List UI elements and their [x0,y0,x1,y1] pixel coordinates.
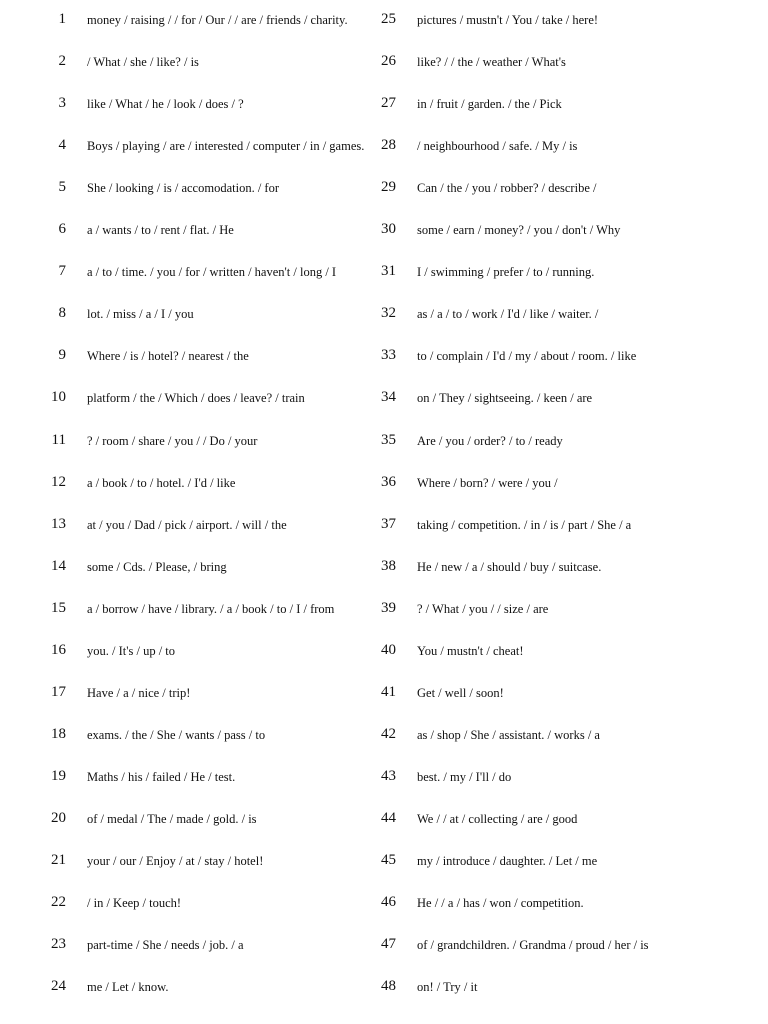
item-number: 35 [381,431,396,448]
item-number: 7 [58,263,66,280]
scrambled-sentence: I / swimming / prefer / to / running. [417,265,595,280]
scrambled-sentence: You / mustn't / cheat! [417,643,524,658]
scrambled-sentence: Can / the / you / robber? / describe / [417,181,597,196]
item-number: 20 [51,809,66,826]
sentence-item [0,806,578,830]
item-number: 18 [51,725,66,742]
item-number: 8 [58,305,66,322]
scrambled-sentence: best. / my / I'll / do [417,769,512,784]
scrambled-sentence: money / raising / / for / Our / / are / friends / charity. [87,13,348,27]
item-number: 34 [381,389,396,406]
item-number: 14 [51,557,66,574]
sentence-item [0,554,602,578]
scrambled-sentence: part-time / She / needs / job. / a [87,938,244,953]
scrambled-sentence: as / shop / She / assistant. / works / a [417,727,600,742]
scrambled-sentence: a / to / time. / you / for / written / haven't / long / I [87,265,337,280]
sentence-item [0,259,595,283]
scrambled-sentence: pictures / mustn't / You / take / here! [417,13,599,27]
item-number: 22 [51,894,66,911]
item-number: 38 [381,557,396,574]
item-number: 25 [381,11,396,27]
scrambled-sentence: She / looking / is / accomodation. / for [87,181,279,196]
scrambled-sentence: Have / a / nice / trip! [87,685,191,700]
item-number: 30 [381,221,396,238]
sentence-item [0,848,598,872]
item-number: 15 [51,599,66,616]
scrambled-sentence: Maths / his / failed / He / test. [87,769,236,784]
scrambled-sentence: on! / Try / it [417,980,478,995]
scrambled-sentence: Boys / playing / are / interested / computer / in / games. [87,139,365,154]
item-number: 32 [381,305,396,322]
sentence-item [0,890,584,914]
scrambled-sentence: We / / at / collecting / are / good [417,811,578,826]
scrambled-sentence: me / Let / know. [87,980,169,995]
item-number: 44 [381,809,396,826]
sentence-item [0,596,549,620]
scrambled-sentence: a / borrow / have / library. / a / book / to / I / from [87,601,335,616]
scrambled-sentence: lot. / miss / a / I / you [87,307,194,322]
item-number: 29 [381,179,396,196]
scrambled-sentence: like? / / the / weather / What's [417,55,566,70]
item-number: 1 [58,11,66,27]
scrambled-sentence: a / wants / to / rent / flat. / He [87,223,234,238]
sentence-item [0,428,563,452]
sentence-item [0,932,649,956]
scrambled-sentence: / in / Keep / touch! [87,896,182,911]
scrambled-sentence: some / earn / money? / you / don't / Why [417,223,621,238]
sentence-item [0,91,562,115]
item-number: 16 [51,641,66,658]
sentence-item [0,133,578,157]
scrambled-sentence: a / book / to / hotel. / I'd / like [87,475,236,490]
item-number: 46 [381,894,396,911]
scrambled-sentence: Get / well / soon! [417,685,504,700]
item-number: 9 [58,347,66,364]
scrambled-sentence: Where / born? / were / you / [417,475,558,490]
item-number: 21 [51,852,66,868]
item-number: 23 [51,936,66,953]
sentence-item [0,764,512,788]
item-number: 24 [51,978,66,995]
item-number: 2 [58,53,66,70]
scrambled-sentence: / What / she / like? / is [87,55,199,70]
scrambled-sentence: / neighbourhood / safe. / My / is [417,139,578,154]
item-number: 43 [381,767,396,784]
item-number: 4 [58,137,66,154]
scrambled-sentence: exams. / the / She / wants / pass / to [87,727,266,742]
sentence-item [0,470,558,494]
item-number: 31 [381,263,396,280]
scrambled-sentence: your / our / Enjoy / at / stay / hotel! [87,854,264,868]
sentence-item [0,7,599,31]
item-number: 3 [58,95,66,112]
sentence-item [0,175,597,199]
item-number: 36 [381,473,396,490]
scrambled-sentence: platform / the / Which / does / leave? / train [87,391,305,406]
scrambled-sentence: ? / What / you / / size / are [417,601,549,616]
sentence-item [0,385,593,409]
item-number: 45 [381,852,396,868]
scrambled-sentence: He / new / a / should / buy / suitcase. [417,559,602,574]
item-number: 11 [51,431,66,448]
scrambled-sentence: at / you / Dad / pick / airport. / will / the [87,517,287,532]
scrambled-sentence: Where / is / hotel? / nearest / the [87,349,249,364]
scrambled-sentence: of / medal / The / made / gold. / is [87,811,257,826]
sentence-item [0,512,632,536]
sentence-item [0,722,600,746]
sentence-item [0,974,478,998]
sentence-item [0,343,637,367]
item-number: 42 [381,725,396,742]
item-number: 5 [58,179,66,196]
item-number: 41 [381,683,396,700]
scrambled-sentence: to / complain / I'd / my / about / room. / like [417,349,637,364]
sentence-item [0,638,524,662]
scrambled-sentence: some / Cds. / Please, / bring [87,559,227,574]
item-number: 10 [51,389,66,406]
scrambled-sentence: on / They / sightseeing. / keen / are [417,391,593,406]
scrambled-sentence: you. / It's / up / to [87,643,176,658]
item-number: 48 [381,978,396,995]
item-number: 6 [58,221,66,238]
sentence-item [0,49,566,73]
item-number: 12 [51,473,66,490]
scrambled-sentence: in / fruit / garden. / the / Pick [417,97,562,112]
scrambled-sentence: my / introduce / daughter. / Let / me [417,854,598,868]
item-number: 37 [381,515,396,532]
scrambled-sentence: as / a / to / work / I'd / like / waiter. / [417,307,599,322]
sentence-item [0,217,621,241]
item-number: 40 [381,641,396,658]
sentence-item [0,301,599,325]
scrambled-sentence: like / What / he / look / does / ? [87,97,244,112]
item-number: 28 [381,137,396,154]
item-number: 27 [381,95,396,112]
scrambled-sentence: taking / competition. / in / is / part / She / a [417,517,632,532]
sentence-item [0,680,504,704]
scrambled-sentence: Are / you / order? / to / ready [417,433,563,448]
scrambled-sentence: of / grandchildren. / Grandma / proud / her / is [417,938,649,953]
item-number: 17 [51,683,66,700]
item-number: 13 [51,515,66,532]
scrambled-sentence: He / / a / has / won / competition. [417,896,584,911]
item-number: 26 [381,53,396,70]
item-number: 19 [51,767,66,784]
scrambled-sentence: ? / room / share / you / / Do / your [87,433,258,448]
item-number: 39 [381,599,396,616]
item-number: 47 [381,936,396,953]
item-number: 33 [381,347,396,364]
